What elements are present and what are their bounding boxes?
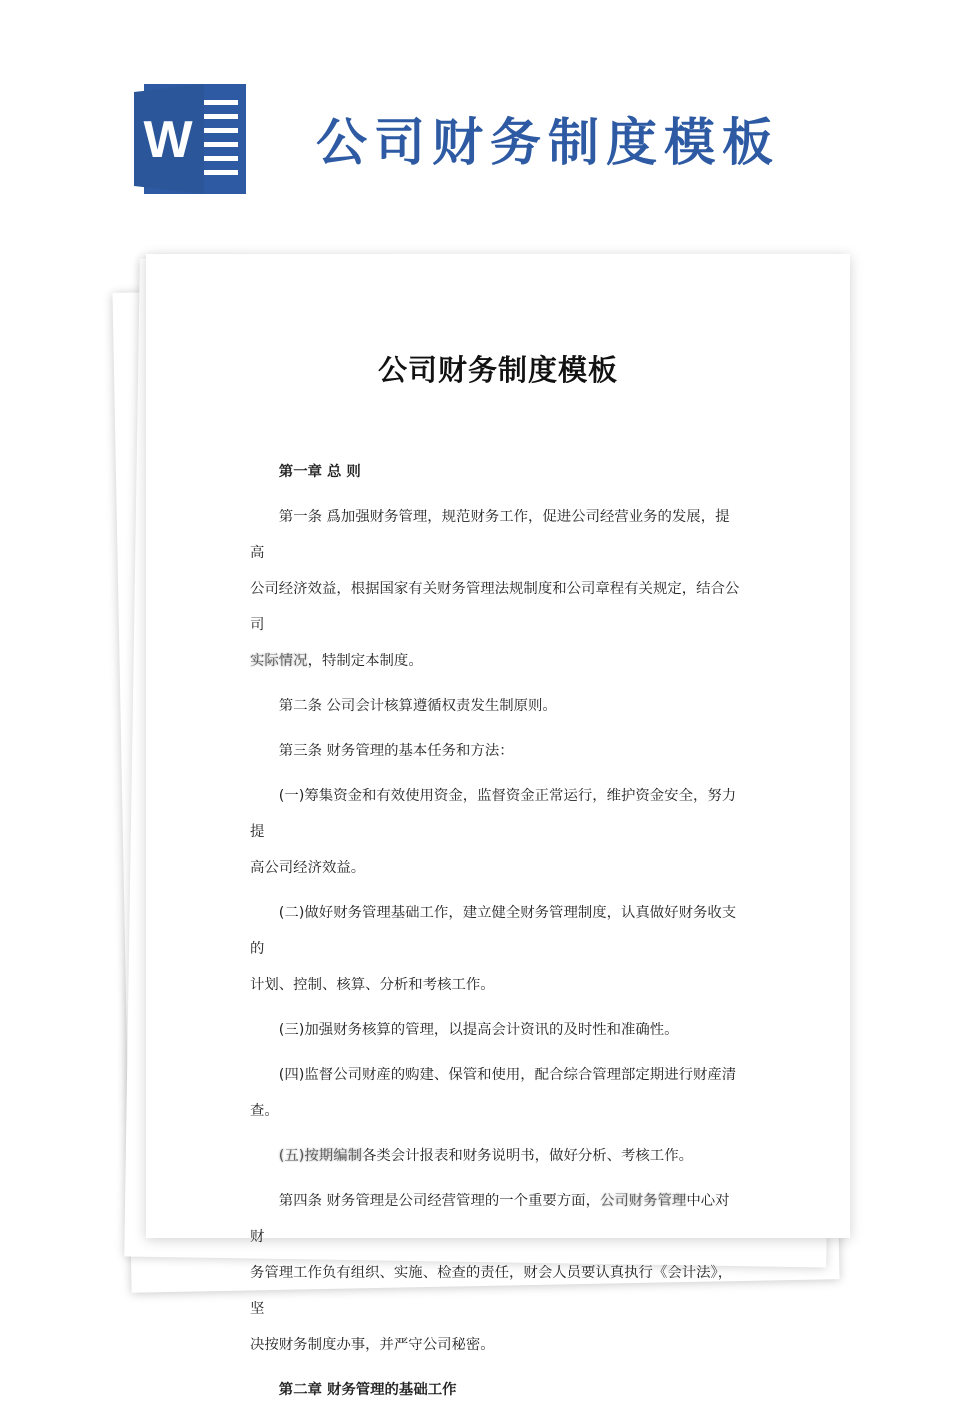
article-1-line-2: 公司经济效益，根据国家有关财务管理法规制度和公司章程有关规定，结合公司 <box>250 581 740 633</box>
article-4-line-2: 务管理工作负有组织、实施、检查的责任，财会人员要认真执行《会计法》，坚 <box>250 1265 733 1317</box>
chapter-1-heading: 第一章 总 则 <box>278 464 361 480</box>
item-2-line-1: (二)做好财务管理基础工作，建立健全财务管理制度，认真做好财务收支的 <box>250 905 737 957</box>
document-page <box>146 254 850 1398</box>
word-document-icon <box>134 84 256 194</box>
blurred-text: (五)按期编制 <box>278 1148 362 1164</box>
blurred-text: 实际情况 <box>250 653 308 669</box>
article-1-line-1: 第一条 爲加强财务管理，规范财务工作，促进公司经营业务的发展，提高 <box>250 509 730 561</box>
document-stack <box>104 246 864 1398</box>
article-4-line-1-end: 中心对财 <box>250 1193 730 1245</box>
chapter-2-heading: 第二章 财务管理的基础工作 <box>278 1382 457 1398</box>
item-3: (三)加强财务核算的管理，以提高会计资讯的及时性和准确性。 <box>278 1022 679 1038</box>
svg-text:W: W <box>143 111 193 169</box>
article-4-line-1-start: 第四条 财务管理是公司经营管理的一个重要方面， <box>278 1193 600 1209</box>
item-2 <box>250 895 742 1003</box>
item-2-line-2: 计划、控制、核算、分析和考核工作。 <box>250 977 495 993</box>
document-title: 公司财务制度模板 <box>377 353 618 387</box>
item-1 <box>250 778 742 886</box>
article-4-line-3: 决按财务制度办事，并严守公司秘密。 <box>250 1337 495 1353</box>
header-banner <box>0 0 960 240</box>
item-1-line-2: 高公司经济效益。 <box>250 860 366 876</box>
item-5 <box>250 1138 742 1174</box>
item-5-rest: 各类会计报表和财务说明书，做好分析、考核工作。 <box>361 1148 693 1164</box>
article-4 <box>250 1183 742 1363</box>
item-1-line-1: (一)筹集资金和有效使用资金，监督资金正常运行，维护资金安全，努力提 <box>250 788 737 840</box>
blurred-text: 公司财务管理 <box>599 1193 687 1209</box>
article-1-line-3: ，特制定本制度。 <box>307 653 423 669</box>
article-3: 第三条 财务管理的基本任务和方法： <box>278 743 514 759</box>
item-4: (四)监督公司财産的购建、保管和使用，配合综合管理部定期进行财産清查。 <box>250 1067 737 1119</box>
document-content <box>250 454 742 1417</box>
article-2: 第二条 公司会计核算遵循权责发生制原则。 <box>278 698 557 714</box>
banner-title: 公司财务制度模板 <box>316 114 781 173</box>
article-1 <box>250 499 742 679</box>
